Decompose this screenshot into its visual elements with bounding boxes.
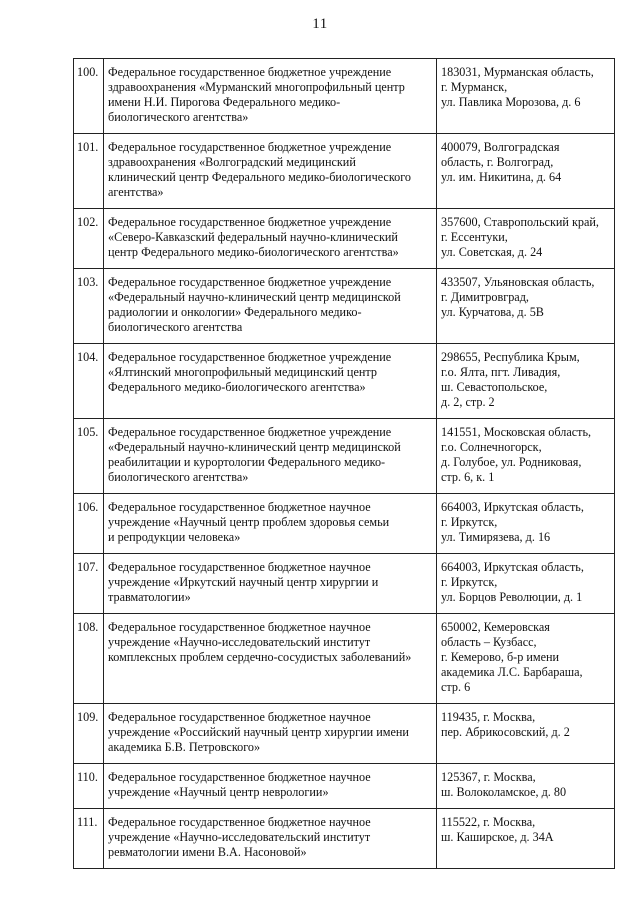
institution-address: 650002, Кемеровская область – Кузбасс, г. Кемерово, б-р имени академика Л.С. Барбараша, стр. 6 (437, 614, 615, 704)
table-row (74, 764, 615, 809)
institutions-table-body (74, 59, 615, 869)
institution-name: Федеральное государственное бюджетное учреждение «Федеральный научно-клинический центр медицинской реабилитации и курортологии Федерального медико- биологического агентства» (104, 419, 437, 494)
institution-name: Федеральное государственное бюджетное учреждение здравоохранения «Волгоградский медицинский клинический центр Федерального медико-биологического агентства» (104, 134, 437, 209)
institution-address: 400079, Волгоградская область, г. Волгоград, ул. им. Никитина, д. 64 (437, 134, 615, 209)
institution-name: Федеральное государственное бюджетное научное учреждение «Российский научный центр хирургии имени академика Б.В. Петровского» (104, 704, 437, 764)
row-number: 109. (74, 704, 104, 764)
institution-name: Федеральное государственное бюджетное научное учреждение «Научный центр неврологии» (104, 764, 437, 809)
institution-address: 664003, Иркутская область, г. Иркутск, ул. Тимирязева, д. 16 (437, 494, 615, 554)
table-row (74, 209, 615, 269)
row-number: 102. (74, 209, 104, 269)
row-number: 100. (74, 59, 104, 134)
institution-name: Федеральное государственное бюджетное научное учреждение «Научно-исследовательский институт комплексных проблем сердечно-сосудистых заболеваний» (104, 614, 437, 704)
table-row (74, 614, 615, 704)
row-number: 108. (74, 614, 104, 704)
row-number: 110. (74, 764, 104, 809)
row-number: 104. (74, 344, 104, 419)
institution-address: 298655, Республика Крым, г.о. Ялта, пгт. Ливадия, ш. Севастопольское, д. 2, стр. 2 (437, 344, 615, 419)
row-number: 103. (74, 269, 104, 344)
row-number: 107. (74, 554, 104, 614)
table-row (74, 704, 615, 764)
row-number: 106. (74, 494, 104, 554)
page-number: 11 (312, 16, 328, 32)
table-row (74, 269, 615, 344)
institution-address: 119435, г. Москва, пер. Абрикосовский, д. 2 (437, 704, 615, 764)
table-row (74, 134, 615, 209)
institution-name: Федеральное государственное бюджетное учреждение здравоохранения «Мурманский многопрофильный центр имени Н.И. Пирогова Федерального медико- биологического агентства» (104, 59, 437, 134)
row-number: 101. (74, 134, 104, 209)
institution-address: 115522, г. Москва, ш. Каширское, д. 34А (437, 809, 615, 869)
institution-name: Федеральное государственное бюджетное учреждение «Северо-Кавказский федеральный научно-клинический центр Федерального медико-биологического агентства» (104, 209, 437, 269)
table-row (74, 809, 615, 869)
table-row (74, 344, 615, 419)
institution-name: Федеральное государственное бюджетное научное учреждение «Научно-исследовательский институт ревматологии имени В.А. Насоновой» (104, 809, 437, 869)
institution-name: Федеральное государственное бюджетное научное учреждение «Иркутский научный центр хирургии и травматологии» (104, 554, 437, 614)
table-row (74, 59, 615, 134)
institution-address: 357600, Ставропольский край, г. Ессентуки, ул. Советская, д. 24 (437, 209, 615, 269)
table-row (74, 554, 615, 614)
institution-address: 125367, г. Москва, ш. Волоколамское, д. 80 (437, 764, 615, 809)
table-row (74, 419, 615, 494)
institution-address: 183031, Мурманская область, г. Мурманск, ул. Павлика Морозова, д. 6 (437, 59, 615, 134)
institutions-table (73, 58, 615, 869)
institution-name: Федеральное государственное бюджетное учреждение «Ялтинский многопрофильный медицинский центр Федерального медико-биологического агентства» (104, 344, 437, 419)
row-number: 111. (74, 809, 104, 869)
row-number: 105. (74, 419, 104, 494)
institution-name: Федеральное государственное бюджетное учреждение «Федеральный научно-клинический центр медицинской радиологии и онкологии» Федерального медико- биологического агентства (104, 269, 437, 344)
institution-name: Федеральное государственное бюджетное научное учреждение «Научный центр проблем здоровья семьи и репродукции человека» (104, 494, 437, 554)
institution-address: 141551, Московская область, г.о. Солнечногорск, д. Голубое, ул. Родниковая, стр. 6, к. 1 (437, 419, 615, 494)
table-row (74, 494, 615, 554)
institution-address: 433507, Ульяновская область, г. Димитровград, ул. Курчатова, д. 5В (437, 269, 615, 344)
institution-address: 664003, Иркутская область, г. Иркутск, ул. Борцов Революции, д. 1 (437, 554, 615, 614)
